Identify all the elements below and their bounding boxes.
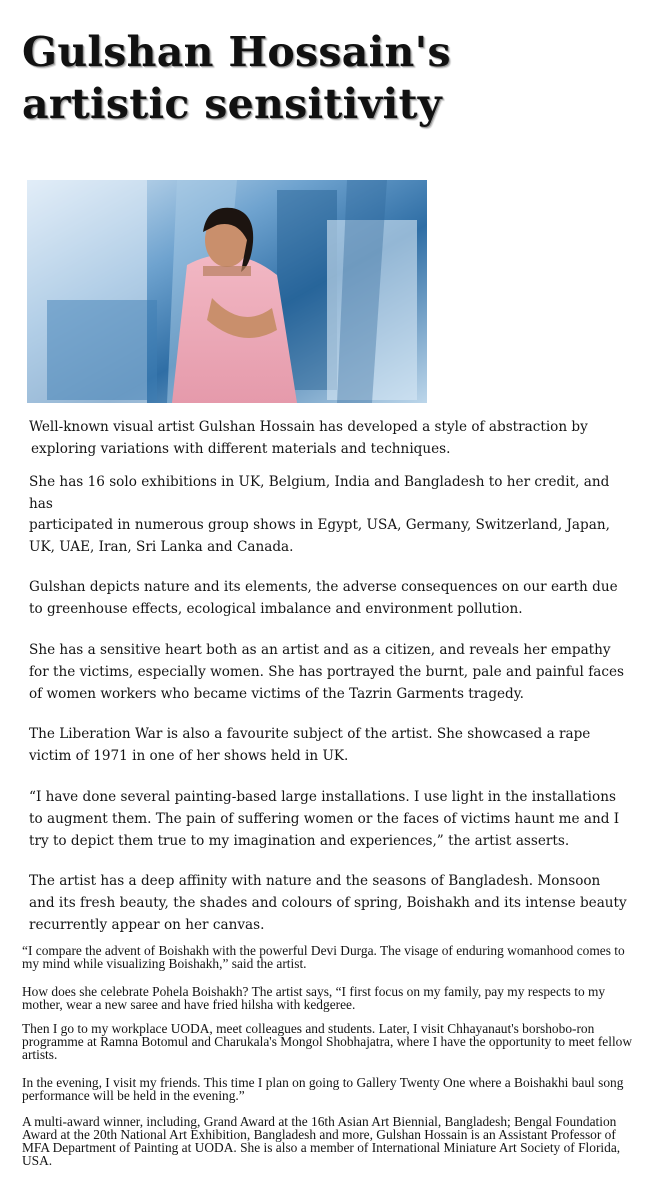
paragraph-workplace: Then I go to my workplace UODA, meet colleagues and students. Later, I visit Chhayanaut's borshobo-ron programme at Ramna Botomul and Charukala's Mongol Shobhajatra, where I have the opportunity to meet fellow artists. xyxy=(22,1021,633,1062)
paragraph-intro xyxy=(29,416,629,460)
paragraph-nature: Gulshan depicts nature and its elements, the adverse consequences on our earth due to greenhouse effects, ecological imbalance and environment pollution. xyxy=(29,579,618,617)
paragraph-liberation-war: The Liberation War is also a favourite subject of the artist. She showcased a rape victim of 1971 in one of her shows held in UK. xyxy=(29,726,591,764)
paragraph-devi-durga: “I compare the advent of Boishakh with the powerful Devi Durga. The visage of enduring womanhood comes to my mind while visualizing Boishakh,” said the artist. xyxy=(22,943,625,971)
artist-photo xyxy=(27,180,427,403)
paragraph-installations-quote: “I have done several painting-based large installations. I use light in the installations to augment them. The pain of suffering women or the faces of victims haunt me and I try to depict them true to my imagination and experiences,” the artist asserts. xyxy=(29,789,620,849)
paragraph-solo-exhibitions: She has 16 solo exhibitions in UK, Belgium, India and Bangladesh to her credit, and has xyxy=(29,474,610,512)
intro-line-2: exploring variations with different materials and techniques. xyxy=(31,441,451,457)
intro-line-1: Well-known visual artist Gulshan Hossain has developed a style of abstraction by xyxy=(29,419,588,435)
paragraph-group-shows: participated in numerous group shows in Egypt, USA, Germany, Switzerland, Japan, UK, UAE, Iran, Sri Lanka and Canada. xyxy=(29,517,610,555)
paragraph-evening: In the evening, I visit my friends. This time I plan on going to Gallery Twenty One where a Boishakhi baul song performance will be held in the evening.” xyxy=(22,1075,624,1103)
paragraph-sensitive-heart: She has a sensitive heart both as an artist and as a citizen, and reveals her empathy for the victims, especially women. She has portrayed the burnt, pale and painful faces of women workers who became victims of the Tazrin Garments tragedy. xyxy=(29,642,624,702)
title-line-1: Gulshan Hossain's xyxy=(22,28,451,76)
title-line-2: artistic sensitivity xyxy=(22,80,442,128)
paragraph-celebration: How does she celebrate Pohela Boishakh? The artist says, “I first focus on my family, pay my respects to my mother, wear a new saree and have fried hilsha with kedgeree. xyxy=(22,984,606,1012)
paragraph-affinity: The artist has a deep affinity with nature and the seasons of Bangladesh. Monsoon and its fresh beauty, the shades and colours of spring, Boishakh and its intense beauty recurrently appear on her canvas. xyxy=(29,873,627,933)
article-title xyxy=(22,26,622,130)
paragraph-awards: A multi-award winner, including, Grand Award at the 16th Asian Art Biennial, Bangladesh; Bengal Foundation Award at the 20th National Art Exhibition, Bangladesh and more, Gulshan Hossain is an Assistant Professor of MFA Department of Painting at UODA. She is also a member of International Miniature Art Society of Florida, USA. xyxy=(22,1114,621,1168)
